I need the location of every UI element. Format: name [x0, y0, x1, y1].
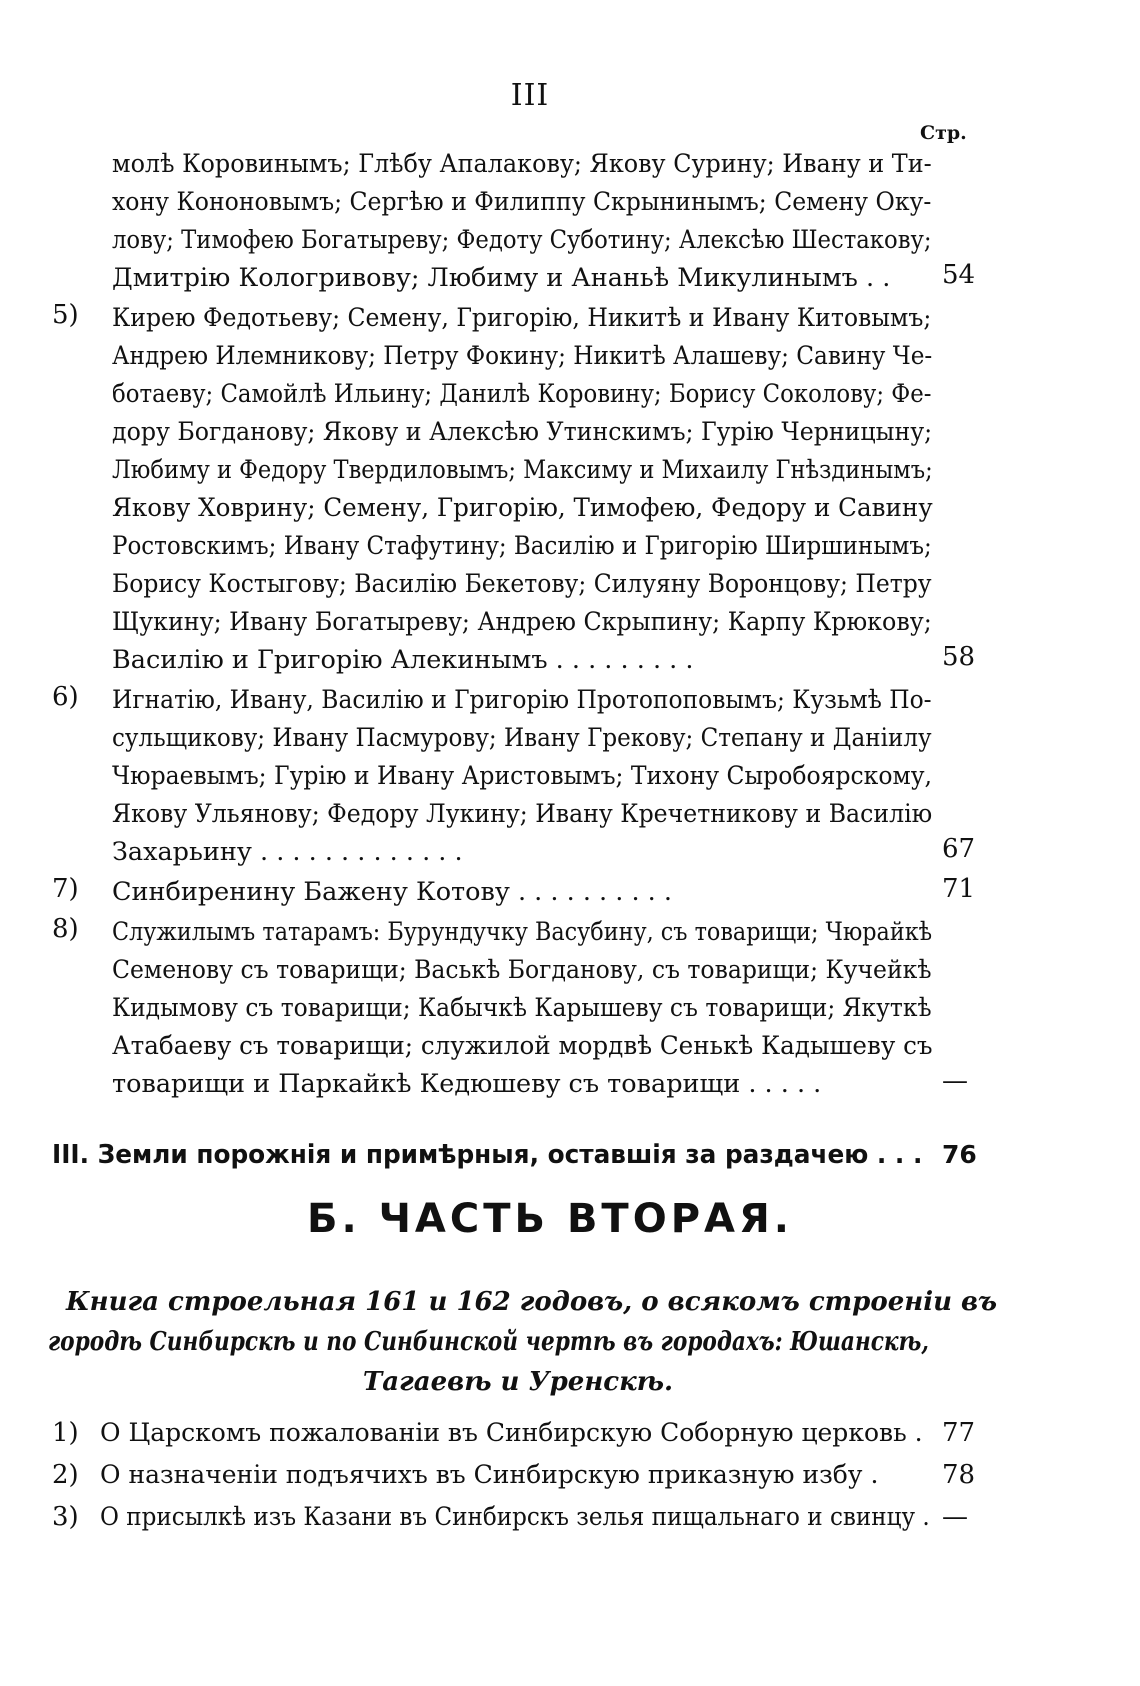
entry-line: Чюраевымъ; Гурію и Ивану Аристовымъ; Тихону Сыробоярскому, [112, 761, 933, 791]
entry-number: 8) [52, 914, 79, 944]
entry-line: Служилымъ татарамъ: Бурундучку Васубину, съ товарищи; Чюрайкѣ [112, 917, 933, 947]
entry-line: хону Кононовымъ; Сергѣю и Филиппу Скрынинымъ; Семену Оку- [112, 187, 932, 217]
entry-line: Ростовскимъ; Ивану Стафутину; Василію и Григорію Ширшинымъ; [112, 531, 932, 561]
entry-page: 67 [942, 834, 976, 864]
item-text: О назначеніи подъячихъ въ Синбирскую приказную избу . [100, 1460, 879, 1489]
entry-page: — [942, 1066, 968, 1096]
entry-line: Захарьину . . . . . . . . . . . . . [112, 837, 463, 867]
entry-line: Дмитрію Кологривову; Любиму и Ананьѣ Микулинымъ . . [112, 263, 891, 293]
entry-line: лову; Тимофею Богатыреву; Федоту Суботину; Алексѣю Шестакову; [112, 225, 932, 255]
list-item [0, 1460, 1140, 1502]
book-title-line: Книга строельная 161 и 162 годовъ, о всякомъ строеніи въ [66, 1287, 998, 1317]
entry-line: Борису Костыгову; Василію Бекетову; Силуяну Воронцову; Петру [112, 569, 932, 599]
entry-line: Игнатію, Ивану, Василію и Григорію Протопоповымъ; Кузьмѣ По- [112, 685, 932, 715]
book-title [48, 1282, 998, 1402]
item-page: — [942, 1502, 968, 1532]
book-title-line: городѣ Синбирскѣ и по Синбинской чертѣ въ городахъ: Юшанскѣ, [48, 1327, 929, 1357]
entry-line: Атабаеву съ товарищи; служилой мордвѣ Сенькѣ Кадышеву съ [112, 1031, 933, 1061]
entry-line: Василію и Григорію Алекинымъ . . . . . . . . . [112, 645, 694, 675]
entry-line: Кидымову съ товарищи; Кабычкѣ Карышеву съ товарищи; Якуткѣ [112, 993, 932, 1023]
entry-line: Кирею Федотьеву; Семену, Григорію, Никитѣ и Ивану Китовымъ; [112, 303, 932, 333]
entry-line: Якову Ховрину; Семену, Григорію, Тимофею, Федору и Савину [112, 493, 933, 523]
entry-number: 7) [52, 874, 79, 904]
item-text: О присылкѣ изъ Казани въ Синбирскъ зелья пищальнаго и свинцу . [100, 1502, 930, 1531]
entry-page: 58 [942, 642, 976, 672]
page-number: III [510, 78, 550, 113]
page-column-label: Стр. [920, 122, 967, 144]
part-title: Б. ЧАСТЬ ВТОРАЯ. [307, 1196, 793, 1242]
entry-page: 71 [942, 874, 976, 904]
entry-line: дору Богданову; Якову и Алексѣю Утинскимъ; Гурію Черницыну; [112, 417, 933, 447]
entry-line: товарищи и Паркайкѣ Кедюшеву съ товарищи . . . . . [112, 1069, 822, 1099]
item-number: 1) [52, 1418, 79, 1448]
entry-line: Андрею Илемникову; Петру Фокину; Никитѣ Алашеву; Савину Че- [112, 341, 933, 371]
item-number: 3) [52, 1502, 79, 1532]
entry-page: 54 [942, 260, 976, 290]
entry-line: ботаеву; Самойлѣ Ильину; Данилѣ Коровину; Борису Соколову; Фе- [112, 379, 932, 409]
entry-line: Якову Ульянову; Федору Лукину; Ивану Кречетникову и Василію [112, 799, 933, 829]
part-two-list [0, 1418, 1140, 1544]
list-item [0, 1502, 1140, 1544]
entry-line: Щукину; Ивану Богатыреву; Андрею Скрыпину; Карпу Крюкову; [112, 607, 932, 637]
entry-number: 5) [52, 300, 79, 330]
entry-line: Любиму и Федору Твердиловымъ; Максиму и Михаилу Гнѣздинымъ; [112, 455, 933, 485]
list-item [0, 1418, 1140, 1460]
entry-number: 6) [52, 682, 79, 712]
section-heading-iii: III. Земли порожнія и примѣрныя, оставшія за раздачею . . . [52, 1140, 923, 1170]
section-page: 76 [942, 1140, 977, 1169]
item-text: О Царскомъ пожалованіи въ Синбирскую Соборную церковь . [100, 1418, 923, 1447]
item-number: 2) [52, 1460, 79, 1490]
entry-line: молѣ Коровинымъ; Глѣбу Апалакову; Якову Сурину; Ивану и Ти- [112, 149, 932, 179]
item-page: 77 [942, 1418, 976, 1448]
book-title-line: Тагаевѣ и Уренскѣ. [362, 1367, 674, 1397]
item-page: 78 [942, 1460, 976, 1490]
entry-line: Семенову съ товарищи; Васькѣ Богданову, съ товарищи; Кучейкѣ [112, 955, 932, 985]
entry-line: Синбиренину Бажену Котову . . . . . . . . . . [112, 877, 672, 907]
entry-line: сульщикову; Ивану Пасмурову; Ивану Грекову; Степану и Даніилу [112, 723, 932, 753]
